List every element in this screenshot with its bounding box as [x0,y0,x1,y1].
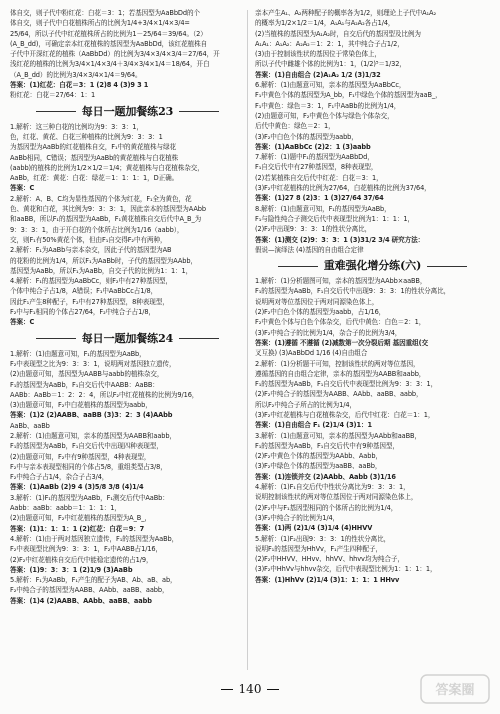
text-line: (3)F₂中绿色个体的基因型为aaBB、aaBb， [255,462,382,471]
text-line: F₁自交后代中有27种基因型，8种表现型， [255,163,378,172]
text-line: 的花粉的比例为1/4，所以F₁为AaBb时，子代的基因型为AAbb， [10,256,197,265]
text-line: F₁的基因型为AaBb，F₁自交后代中有9种基因型， [255,441,399,450]
text-line: 个体中纯合子占1/8，A错误；F₁中AaBbCc占1/8， [10,287,158,296]
text-line: 1.解析：(1)分析题图可知，亲本的基因型为AAbb×aaBB， [255,277,427,286]
page-number-dash-left [221,689,233,690]
text-line: (2)F₂中白色个体的基因型为aabb，占1/16， [255,308,386,317]
page-number-dash-right [267,689,279,690]
text-line: F₂中与F₁相同的个体占27/64，F₂中纯合子占1/8， [10,308,155,317]
text-line: 3.解析：(1)F₁的基因型为AaBb，F₁测交后代中AaBb： [10,493,169,502]
text-line: 答案：(1)1：1：1：1 (2)红花：白花＝9：7 [10,524,145,533]
text-line: 的概率为1/2×1/2＝1/4，A₁A₁与A₂A₂各占1/4， [255,19,395,28]
text-line: (3)F₂中HhVv与hhvv杂交，后代中表现型比例为1：1：1：1， [255,565,437,574]
text-line: 9：3：3：1，由于开白花的个体所占比例为1/16（aabb）， [10,225,184,234]
text-line: AaBb相同，C错误；基因型为AaBb的黄花植株与白花植株 [10,153,179,162]
text-line: (2)由题意可知，F₂中黄色个体与绿色个体杂交， [255,111,394,120]
title-rule-right [179,338,219,339]
text-line: 答案：(1)自由组合 (2)A₁A₂ 1/2 (3)1/32 [255,70,381,79]
text-line: (3)由于控制该性状的基因位于常染色体上， [255,50,381,59]
text-line: 色，红花、黄花、白花三种植株的比例为9：3：3：1 [10,132,163,141]
section-title-daily-23 [10,104,245,120]
text-line: F₂中纯合子占1/4，杂合子占3/4， [10,473,109,482]
right-section-paragraphs [255,276,490,585]
text-line: 2.解析：F₁为AaBb与亲本杂交，因此子代的基因型为AB [10,246,172,255]
text-line: 答案：(1)HhVv (2)1/4 (3)1：1：1：1 HHvv [255,575,400,584]
watermark-text: 答案圈 [435,683,475,698]
text-line: 叉互换) (3)AaBbDd 1/16 (4)自由组合 [255,349,368,358]
title-rule-left [278,266,318,267]
text-line: 子代中开深红花的植株（AaBbDd）的比例为3/4×3/4×3/4＝27/64，开 [10,50,220,59]
text-line: 答案：(1)AaBb (2)9 4 (3)5/8 3/8 (4)1/4 [10,483,144,492]
left-column [10,8,245,606]
text-line: 答案：C [10,184,35,193]
text-line: 答案：(1)连锁并交 (2)AAbb、Aabb (3)1/16 [255,472,396,481]
text-line: 答案：(1)自由组合 F₁ (2)1/4 (3)1：1 [255,421,372,430]
page-number-text: 140 [238,682,262,696]
left-section1-paragraphs [10,122,245,328]
text-line: 因此F₁产生8种配子，F₂中有27种基因型，8种表现型， [10,297,169,306]
text-line: 6.解析：(1)由题意可知，亲本的基因型为AaBbCc， [255,81,406,90]
text-line: 说明控制该性状的两对等位基因位于两对同源染色体上， [255,493,418,502]
text-line: (2)由题意可知，F₂中红花植株的基因型为A_B_， [10,514,151,523]
text-line: 答案：C [10,318,35,327]
text-line: AaBb，红花：黄花：白花：绿花＝1：1：1：1，D正确。 [10,174,179,183]
text-line: F₂中纯合子的基因型为AABB、AAbb、aaBB、aabb， [10,586,169,595]
text-line: 答案：(1)两 (2)1/4 (3)1/4 (4)HHVV [255,524,373,533]
section-title-practice-6 [255,258,490,274]
text-line: (2)F₂中HHVV、HHvv、hhVV、hhvv均为纯合子， [255,555,404,564]
title-rule-left [36,111,76,112]
title-rule-right [427,266,467,267]
text-line: 说明两对等位基因位于两对同源染色体上， [255,297,379,306]
text-line: (2)由题意可知，F₂中有9种基因型，4种表现型， [10,452,151,461]
text-line: 为基因型为AaBb的红花植株自交，F₁中的黄花植株与绿花 [10,143,176,152]
text-line: 浅红花的植株的比例为3/4×1/4×3/4＋3/4×3/4×1/4＝18/64，开白 [10,60,210,69]
text-line: (3)F₂中白色个体的基因型为aabb， [255,132,358,141]
text-line: 4.解析：F₁的基因型为AaBbCc，则F₂中有27种基因型， [10,277,173,286]
watermark-logo [420,674,490,704]
text-line: (2)F₂中与F₁基因型相同的个体所占的比例为1/4， [255,503,398,512]
text-line: 色、黄花和白花，其比例为9：3：3：1，因此亲本的基因型为AAbb [10,205,206,214]
text-line: 粉红花：白花＝27/64：1：1 [10,91,96,100]
text-line: (2)由题意可知，基因型为AABB与aabb的植株杂交， [10,370,164,379]
text-line: （A_B_dd）的比例为3/4×3/4×1/4＝9/64。 [10,70,142,79]
text-line: 体自交，则子代中白花植株所占的比例为1/4+3/4×1/4×3/4= [10,19,190,28]
text-line: 1.解析：(1)由题意可知，F₁的基因型为AaBb， [10,349,146,358]
text-line: 说明F₁的基因型为HhVv，F₁产生四种配子， [255,544,383,553]
text-line: 亲本产生A₁、A₂两种配子的概率各为1/2，则理论上子代中A₁A₂ [255,9,436,17]
text-line: (2)当植株的基因型为A₁A₂时，自交后代的基因型及比例为 [255,29,421,38]
text-line: (2)F₂中黄色个体的基因型为AAbb、Aabb， [255,452,382,461]
text-line: (3)由题意可知，F₂中白花植株的基因型为aabb， [10,401,152,410]
section-title-text: 每日一题加餐练23 [81,104,174,118]
text-line: A₁A₁：A₁A₂：A₂A₂＝1：2：1，其中纯合子占1/2， [255,39,404,48]
text-line: F₁的基因型为AaBb，F₁自交后代中AABB：AaBB： [10,380,159,389]
text-line: F₁的基因型为AaBb，F₁自交后代中出现四种表现型， [10,442,163,451]
text-line: (3)F₂中纯合子的比例为1/4，杂合子的比例为3/4， [255,328,402,337]
text-line: (2)F₂中出现9：3：3：1的性状分离比， [255,225,372,234]
text-line: 答案：(1)AaBbCc (2)2：1 (3)aabb [255,142,371,151]
text-line: F₂中与亲本表现型相同的个体占5/8，重组类型占3/8， [10,462,167,471]
text-line: (aabb)的植株的比例为1/2×1/2＝1/4；黄花植株与白花植株杂交， [10,163,204,172]
left-top-paragraphs [10,8,245,101]
text-line: 和aaBB，所以F₁的基因型为AaBb，F₁黄花植株自交后代中A_B_为 [10,215,202,224]
text-line: F₁中黄色：绿色＝3：1，F₁中AaBb的比例为1/4， [255,101,401,110]
text-line: 4.解析：(1)F₁自交后代中性状分离比为9：3：3：1， [255,483,410,492]
text-line: Aabb：aaBb：aabb＝1：1：1：1， [10,504,121,513]
text-line: 遵循基因的自由组合定律，亲本的基因型为AABB和aabb， [255,369,426,378]
right-column [255,8,490,585]
text-line: 交，则F₁有50%黄花个体，但由F₁自交得F₂中有两种， [10,235,167,244]
text-line: (A_B_dd)，可确定亲本红花植株的基因型为AaBbDd，该红花植株自 [10,39,208,48]
text-line: (3)F₂中纯合子的比例为1/4， [255,513,340,522]
text-line: 答案：(1)4 (2)AABB、AAbb、aaBB、aabb [10,596,152,605]
text-line: 所以F₂中纯合子所占的比例为1/4， [255,400,356,409]
column-divider [247,10,248,670]
text-line: (2)F₂中红花植株自交后代中能稳定遗传的占1/9， [10,555,153,564]
text-line: F₂中表现型之比为9：3：3：1，说明两对基因独立遗传， [10,359,176,368]
text-line: 基因型为AaBb，所以F₁为AaBb，自交子代的比例为1：1：1， [10,266,193,275]
text-line: 答案：(1)遵循 不遵循 (2)减数第一次分裂后期 基因重组(交 [255,338,428,347]
text-line: (2)F₂中纯合子的基因型为AABB、AAbb、aaBB、aabb， [255,390,423,399]
text-line: 2.解析：(1)分析题干可知，控制该性状的两对等位基因， [255,359,420,368]
text-line: 答案：(1)2 (2)AABB、aaBB (3)3：2：3 (4)AAbb [10,411,173,420]
text-line: (2)若某植株自交后代中红花：白花＝3：1， [255,173,383,182]
section-title-daily-24 [10,331,245,347]
title-rule-right [179,111,219,112]
text-line: 8.解析：(1)由题意可知，F₁的基因型为AaBb， [255,204,391,213]
right-top-paragraphs [255,8,490,255]
section-title-text: 每日一题加餐练24 [81,331,174,345]
text-line: F₁的基因型为AaBb，F₁自交后代中出现9：3：3：1的性状分离比， [255,287,451,296]
text-line: 25/64，所以子代中红花植株所占的比例为1－25/64＝39/64。（2） [10,29,207,38]
text-line: F₂中表现型比例为9：3：3：1，F₂中AABB占1/16， [10,545,163,554]
text-line: (3)F₂中红花植株的比例为27/64，白花植株的比例为37/64， [255,184,431,193]
text-line: 答案：(1)测交 (2)9：3：3：1 (3)31/2 3/4 研究方法： [255,235,425,244]
text-line: 1.解析：这三种白花的比例均为9：3：3：1， [10,122,143,131]
text-line: (3)F₂中红花植株与白花植株杂交，后代中红花：白花＝1：1， [255,410,435,419]
text-line: F₁的基因型为AaBb，F₁自交后代中表现型比例为9：3：3：1， [255,380,438,389]
text-line: 假说—演绎法 (4)基因的自由组合定律 [255,245,364,254]
text-line: 答案：(1)红花：白花＝3：1 (2)8 4 (3)9 3 1 [10,81,149,90]
text-line: 4.解析：(1)由于两对基因独立遗传，F₁的基因型为AaBb， [10,534,179,543]
section-title-text: 重难强化增分练(六) [323,259,422,273]
text-line: 所以子代中雌雄个体的比例为1：1，(1/2)⁵＝1/32， [255,60,406,69]
text-line: 后代中黄色：绿色＝2：1， [255,122,335,131]
text-line: 5.解析：(1)F₂出现9：3：3：1的性状分离比， [255,534,391,543]
text-line: 2.解析：A、B、C均为显性基因的个体为红花，F₁全为黄色，花 [10,194,192,203]
text-line: 7.解析：(1)题中F₁的基因型为AaBbDd， [255,153,374,162]
text-line: 体自交，则子代中粉红花：白花＝3：1；若基因型为AaBbDd的个 [10,9,200,17]
text-line: 5.解析：F₁为AaBb，F₁产生的配子为AB、Ab、aB、ab， [10,576,177,585]
text-line: 答案：(1)27 8 (2)3：1 (3)27/64 37/64 [255,194,384,203]
text-line: AABb：AaBb＝1：2：2：4，所以F₂中红花植株的比例为9/16， [10,390,199,399]
text-line: F₁中黄色个体的基因型为A_bb，F₁中绿色个体的基因型为aaB_， [255,91,442,100]
left-section2-paragraphs [10,349,245,606]
text-line: 2.解析：(1)由题意可知，亲本的基因型为AABB和aabb， [10,431,176,440]
text-line: AaBb、aaBb [10,421,50,430]
text-line: 答案：(1)9：3：3：1 (2)1/9 (3)AaBb [10,565,133,574]
text-line: F₁与隐性纯合子测交后代中表现型比例为1：1：1：1， [255,214,414,223]
watermark-logo-icon [420,674,490,704]
title-rule-left [36,338,76,339]
text-line: F₂中黄色个体与白色个体杂交，后代中黄色：白色＝2：1， [255,318,426,327]
text-line: 3.解析：(1)由题意可知，亲本的基因型为AAbb和aaBB， [255,431,421,440]
